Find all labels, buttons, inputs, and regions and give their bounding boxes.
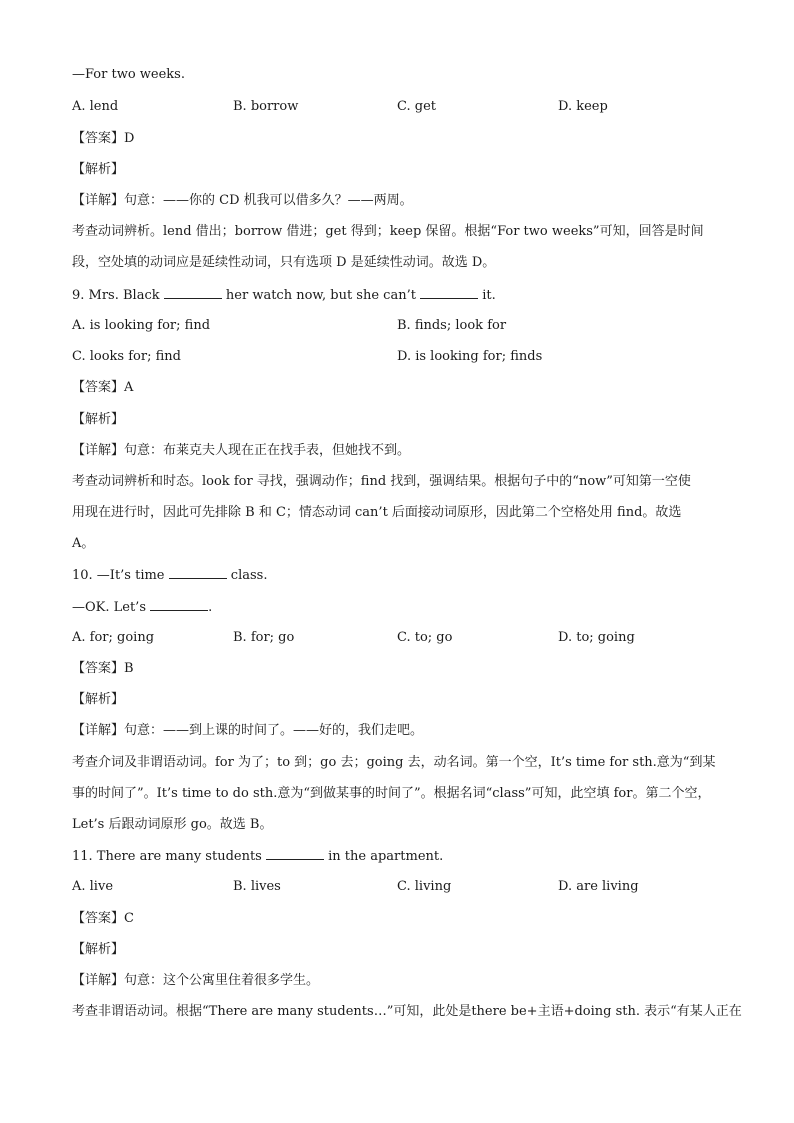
q10-explanation-line: Let’s 后跟动词原形 go。故选 B。 [72,817,273,832]
answer-blank [164,286,222,299]
q9-explanation-line: A。 [72,536,95,551]
stem-text: 10. —It’s time [72,568,165,583]
q8-option-d: D. keep [558,99,608,114]
answer-value: A [124,380,134,395]
stem-text: —OK. Let’s [72,600,146,615]
q8-reply: —For two weeks. [72,67,185,82]
detail-text: 句意：这个公寓里住着很多学生。 [124,973,320,988]
answer-value: D [124,131,135,146]
stem-text: it. [482,288,496,303]
answer-tag: 【答案】 [72,661,125,676]
q8-option-c: C. get [397,99,436,114]
q8-option-b: B. borrow [233,99,299,114]
detail-text: 句意：——你的 CD 机我可以借多久？——两周。 [124,193,413,208]
answer-blank [266,847,324,860]
q10-option-c: C. to; go [397,630,453,645]
answer-value: C [124,911,134,926]
q9-option-c: C. looks for; find [72,349,181,364]
detail-tag: 【详解】 [72,443,125,458]
q10-option-d: D. to; going [558,630,635,645]
answer-blank [420,286,478,299]
q11-option-a: A. live [72,879,114,894]
q8-option-a: A. lend [72,99,119,114]
q11-answer [72,910,722,928]
answer-tag: 【答案】 [72,131,125,146]
q9-option-d: D. is looking for; finds [397,349,543,364]
q11-detail [72,972,722,990]
answer-blank [150,598,208,611]
q10-explanation-line: 事的时间了”。It’s time to do sth.意为“到做某事的时间了”。根据名词“class”可知，此空填 for。第二个空， [72,786,711,801]
q8-explanation-line: 考查动词辨析。lend 借出；borrow 借进；get 得到；keep 保留。根据“For two weeks”可知，回答是时间 [72,224,704,239]
detail-text: 句意：布莱克夫人现在正在找手表，但她找不到。 [124,443,411,458]
q10-reply [72,598,722,617]
q10-option-b: B. for; go [233,630,295,645]
q9-option-b: B. finds; look for [397,318,507,333]
q8-detail [72,192,722,210]
detail-tag: 【详解】 [72,193,125,208]
q8-answer [72,130,722,148]
q9-explanation-line: 考查动词辨析和时态。look for 寻找，强调动作；find 找到，强调结果。根据句子中的“now”可知第一空使 [72,474,691,489]
q9-explanation-line: 用现在进行时，因此可先排除 B 和 C；情态动词 can’t 后面接动词原形，因此第二个空格处用 find。故选 [72,505,682,520]
detail-text: 句意：——到上课的时间了。——好的，我们走吧。 [124,723,424,738]
q11-option-b: B. lives [233,879,281,894]
q11-analysis-tag: 【解析】 [72,942,125,957]
q11-explanation-line: 考查非谓语动词。根据“There are many students…”可知，此处是there be+主语+doing sth. 表示“有某人正在 [72,1004,742,1019]
q9-detail [72,442,722,460]
q11-option-c: C. living [397,879,452,894]
detail-tag: 【详解】 [72,973,125,988]
q11-option-d: D. are living [558,879,639,894]
stem-text: class. [230,568,268,583]
answer-tag: 【答案】 [72,911,125,926]
q10-stem [72,566,722,585]
q11-stem [72,847,722,866]
q9-analysis-tag: 【解析】 [72,412,125,427]
q10-explanation-line: 考查介词及非谓语动词。for 为了；to 到；go 去；going 去，动名词。第一个空，It’s time for sth.意为“到某 [72,755,716,770]
q8-analysis-tag: 【解析】 [72,162,125,177]
answer-blank [169,566,227,579]
q9-stem [72,286,722,305]
stem-text: . [208,600,213,615]
answer-tag: 【答案】 [72,380,125,395]
stem-text: 11. There are many students [72,849,262,864]
q9-option-a: A. is looking for; find [72,318,211,333]
detail-tag: 【详解】 [72,723,125,738]
q9-answer [72,379,722,397]
q10-option-a: A. for; going [72,630,155,645]
answer-value: B [124,661,134,676]
q8-explanation-line: 段，空处填的动词应是延续性动词，只有选项 D 是延续性动词。故选 D。 [72,255,496,270]
q10-analysis-tag: 【解析】 [72,692,125,707]
q10-answer [72,660,722,678]
stem-text: 9. Mrs. Black [72,288,160,303]
stem-text: in the apartment. [328,849,444,864]
stem-text: her watch now, but she can’t [225,288,416,303]
q10-detail [72,722,722,740]
